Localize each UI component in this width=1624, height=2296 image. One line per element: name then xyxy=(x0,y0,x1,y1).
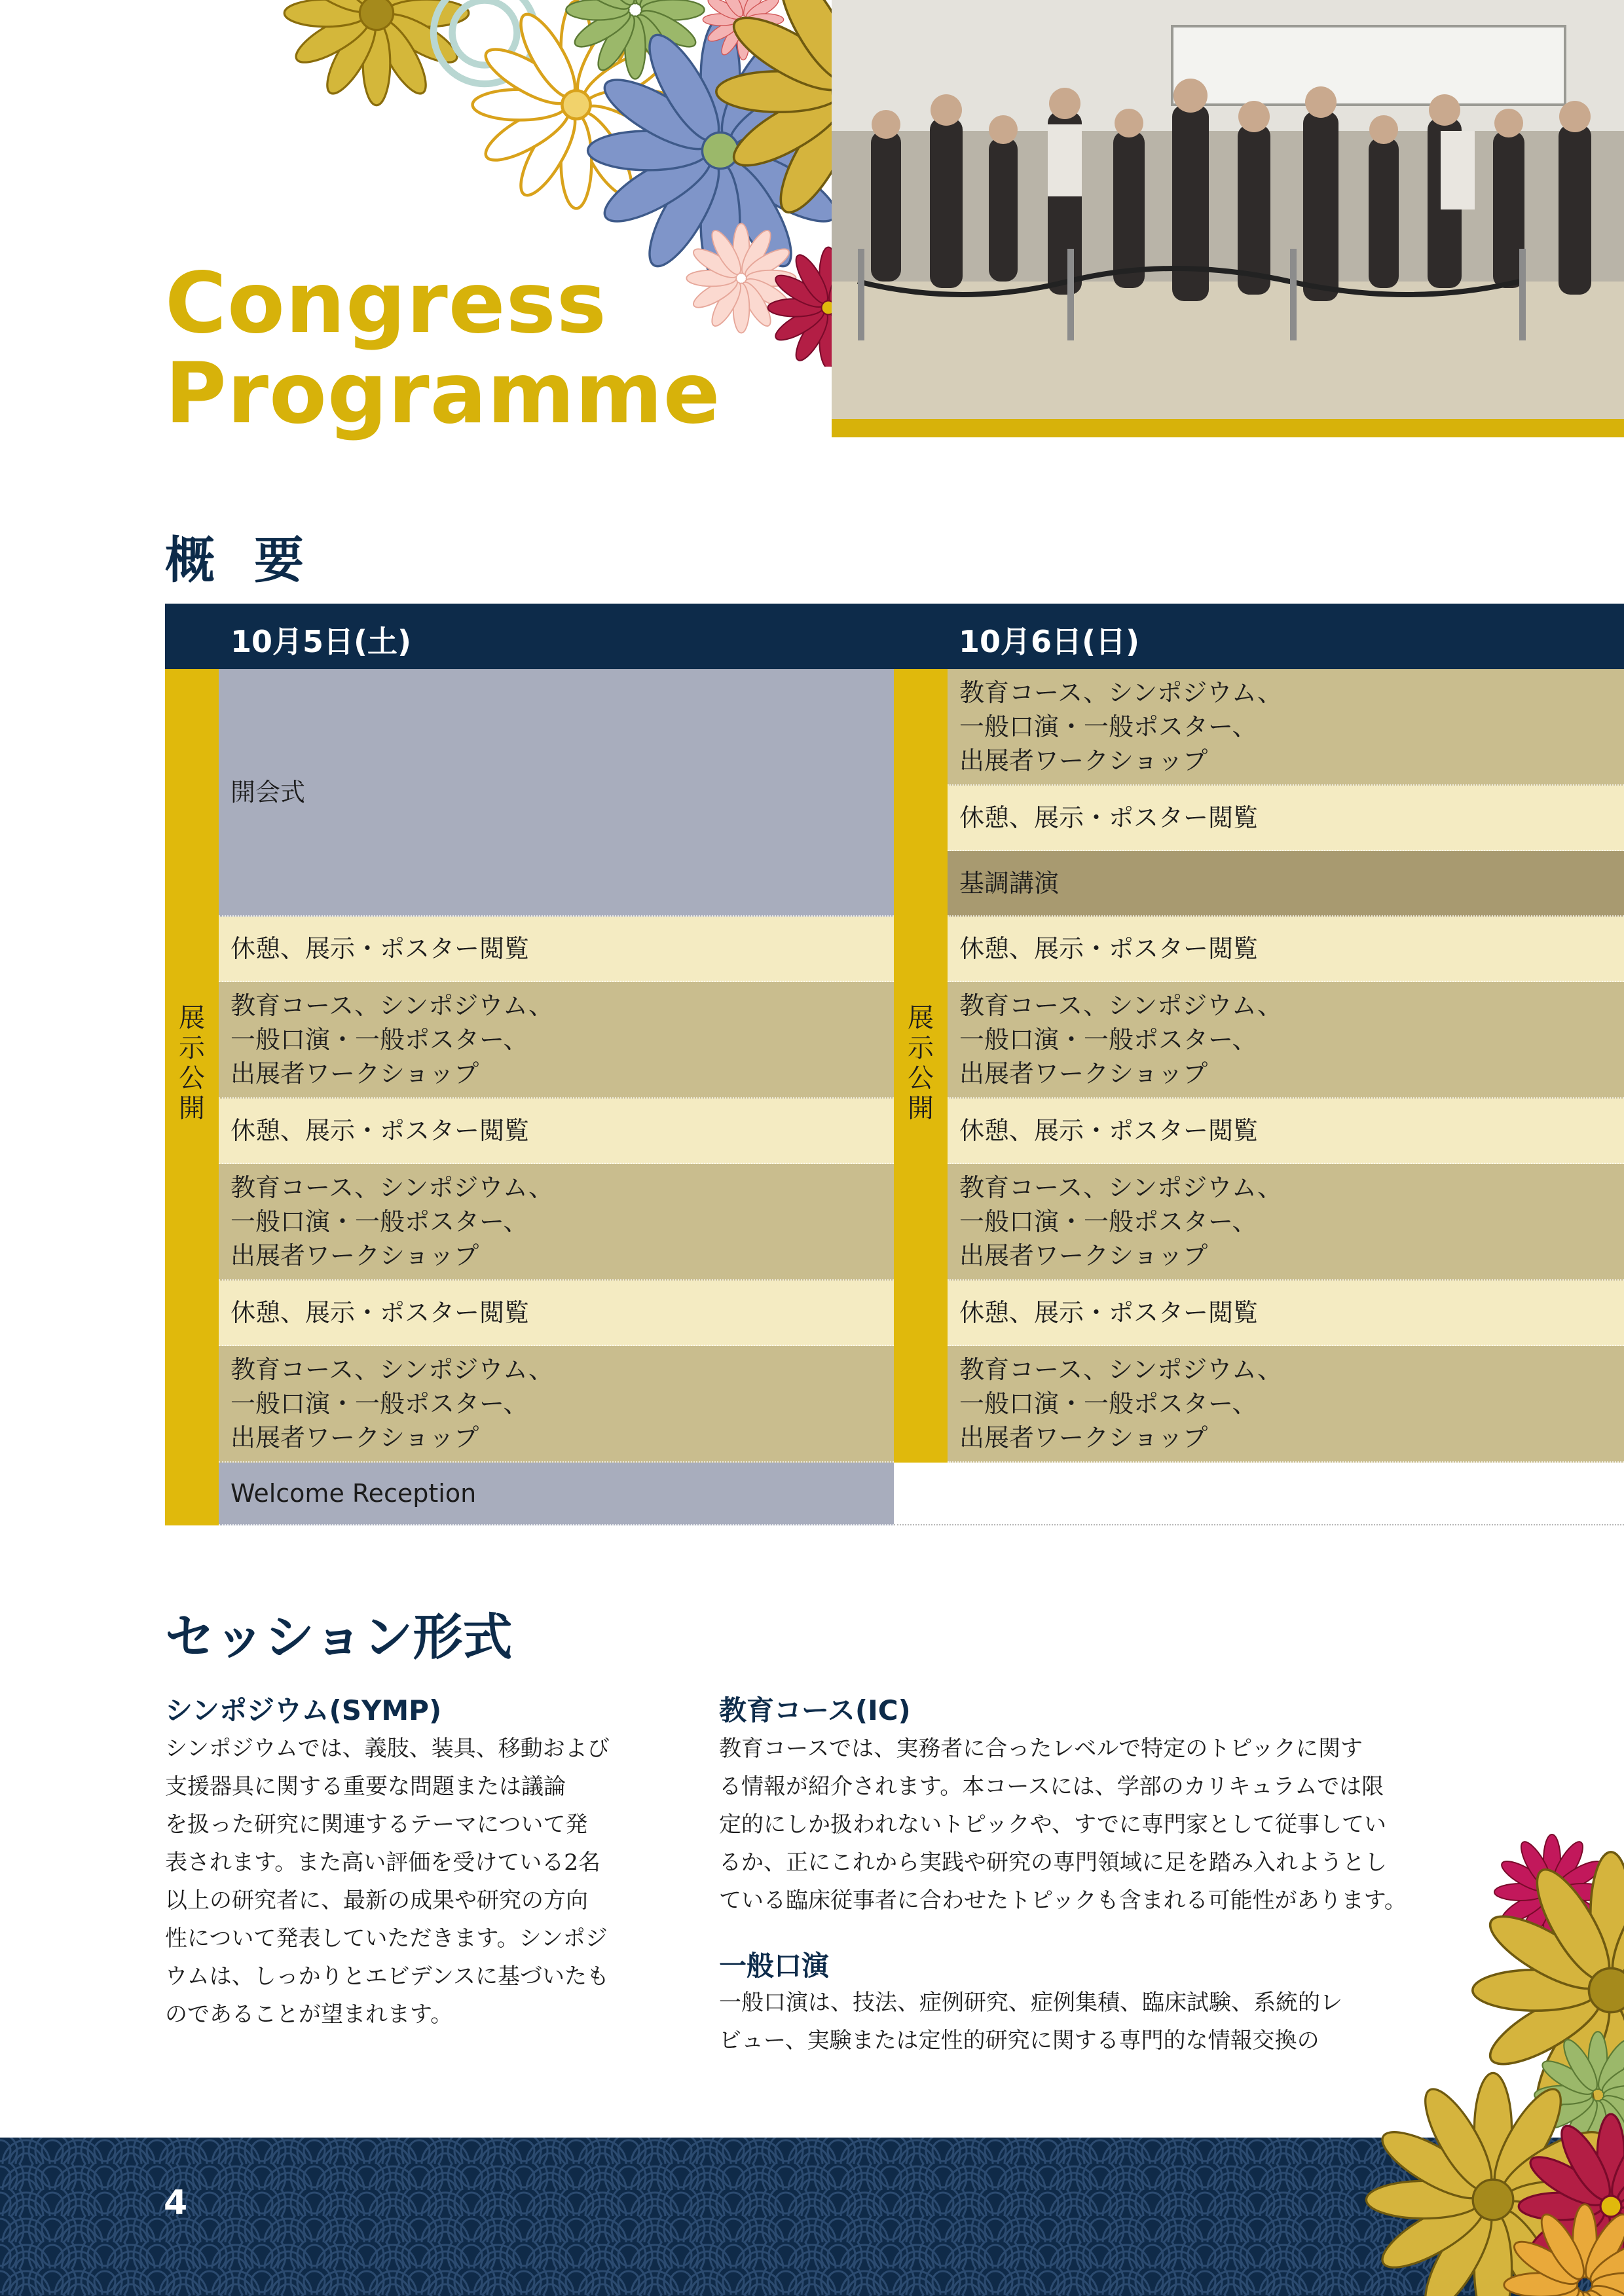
day2-row-keynote xyxy=(948,851,1624,917)
symp-paragraph xyxy=(165,1730,663,2033)
schedule-table xyxy=(165,604,1624,1525)
day1-row xyxy=(219,982,894,1099)
day1-rail-text: 展 示 公 開 xyxy=(179,1003,205,1123)
day1-row xyxy=(219,1099,894,1164)
day1-row xyxy=(219,1281,894,1346)
day1-row-text: 教育コース、シンポジウム、 一般口演・一般ポスター、 出展者ワークショップ xyxy=(231,1355,554,1452)
overview-heading: 概要 xyxy=(165,531,343,589)
table-bottom-rule xyxy=(894,1524,1624,1525)
day2-row-text: 休憩、展示・ポスター閲覧 xyxy=(959,1116,1259,1145)
symp-heading: シンポジウム(SYMP) xyxy=(165,1694,442,1726)
day1-label: 10月5日(土) xyxy=(231,624,412,659)
day1-row-text: 教育コース、シンポジウム、 一般口演・一般ポスター、 出展者ワークショップ xyxy=(231,1173,554,1270)
day1-row xyxy=(219,1164,894,1281)
day2-row-text: 休憩、展示・ポスター閲覧 xyxy=(959,1298,1259,1327)
page-number: 4 xyxy=(164,2183,188,2223)
day1-row-text: Welcome Reception xyxy=(231,1479,477,1508)
day1-row xyxy=(219,917,894,982)
day2-row-text: 教育コース、シンポジウム、 一般口演・一般ポスター、 出展者ワークショップ xyxy=(959,1355,1283,1452)
day2-row-text: 基調講演 xyxy=(959,869,1060,898)
floral-decoration-bottom xyxy=(1336,1833,1624,2296)
day1-row-text: 休憩、展示・ポスター閲覧 xyxy=(231,934,530,963)
ic-heading: 教育コース(IC) xyxy=(719,1694,911,1726)
day2-label: 10月6日(日) xyxy=(959,624,1140,659)
day2-exhibition-rail xyxy=(894,669,948,1463)
congress-crowd-photo xyxy=(832,0,1624,419)
day2-rail-label xyxy=(894,1003,948,1123)
page-title xyxy=(165,255,721,443)
day1-row-text: 教育コース、シンポジウム、 一般口演・一般ポスター、 出展者ワークショップ xyxy=(231,991,554,1088)
day1-row xyxy=(219,1346,894,1463)
ic-body: 教育コースでは、実務者に合ったレベルで特定のトピックに関す る情報が紹介されます。本コースには、学部のカリキュラムでは限 定的にしか扱われないトピックや、すでに専門家として従事してい るか、正にこれから実践や研究の専門領域に足を踏み入れようとし ている臨床従事者に合わせたトピックも含まれる可能性があります。 xyxy=(719,1736,1407,1914)
day2-row-text: 教育コース、シンポジウム、 一般口演・一般ポスター、 出展者ワークショップ xyxy=(959,991,1283,1088)
day2-row xyxy=(948,1281,1624,1346)
title-line-1: Congress xyxy=(165,255,607,352)
day1-row xyxy=(219,669,894,917)
day2-row-text: 教育コース、シンポジウム、 一般口演・一般ポスター、 出展者ワークショップ xyxy=(959,678,1283,775)
day2-row xyxy=(948,1346,1624,1463)
day2-row xyxy=(948,669,1624,786)
day2-row-text: 休憩、展示・ポスター閲覧 xyxy=(959,803,1259,832)
schedule-header xyxy=(165,604,1624,669)
day1-row-welcome-reception xyxy=(219,1463,894,1525)
day1-rail-label xyxy=(165,1003,219,1123)
day2-row-text: 休憩、展示・ポスター閲覧 xyxy=(959,934,1259,963)
day2-row xyxy=(948,1099,1624,1164)
day2-row xyxy=(948,786,1624,851)
session-formats-heading: セッション形式 xyxy=(165,1608,513,1666)
day1-row-text: 開会式 xyxy=(231,778,306,807)
day2-row xyxy=(948,982,1624,1099)
title-line-2: Programme xyxy=(165,345,721,443)
oral-heading: 一般口演 xyxy=(719,1950,830,1982)
day1-exhibition-rail xyxy=(165,669,219,1525)
day1-row-text: 休憩、展示・ポスター閲覧 xyxy=(231,1298,530,1327)
day2-rail-text: 展 示 公 開 xyxy=(908,1003,934,1123)
oral-body: 一般口演は、技法、症例研究、症例集積、臨床試験、系統的レ ビュー、実験または定性的研究に関する専門的な情報交換の xyxy=(719,1990,1342,2054)
symp-body: シンポジウムでは、義肢、装具、移動および 支援器具に関する重要な問題または議論 を扱った研究に関連するテーマについて発 表されます。また高い評価を受けている2名 以上の研究者に、最新の成果や研究の方向 性について発表していただきます。シンポジ ウムは、しっかりとエビデンスに基づいたも のであることが望まれます。 xyxy=(165,1736,610,2028)
day2-row-text: 教育コース、シンポジウム、 一般口演・一般ポスター、 出展者ワークショップ xyxy=(959,1173,1283,1270)
photo-accent-bar xyxy=(832,419,1624,437)
day1-row-text: 休憩、展示・ポスター閲覧 xyxy=(231,1116,530,1145)
day2-row xyxy=(948,1164,1624,1281)
day2-row xyxy=(948,917,1624,982)
